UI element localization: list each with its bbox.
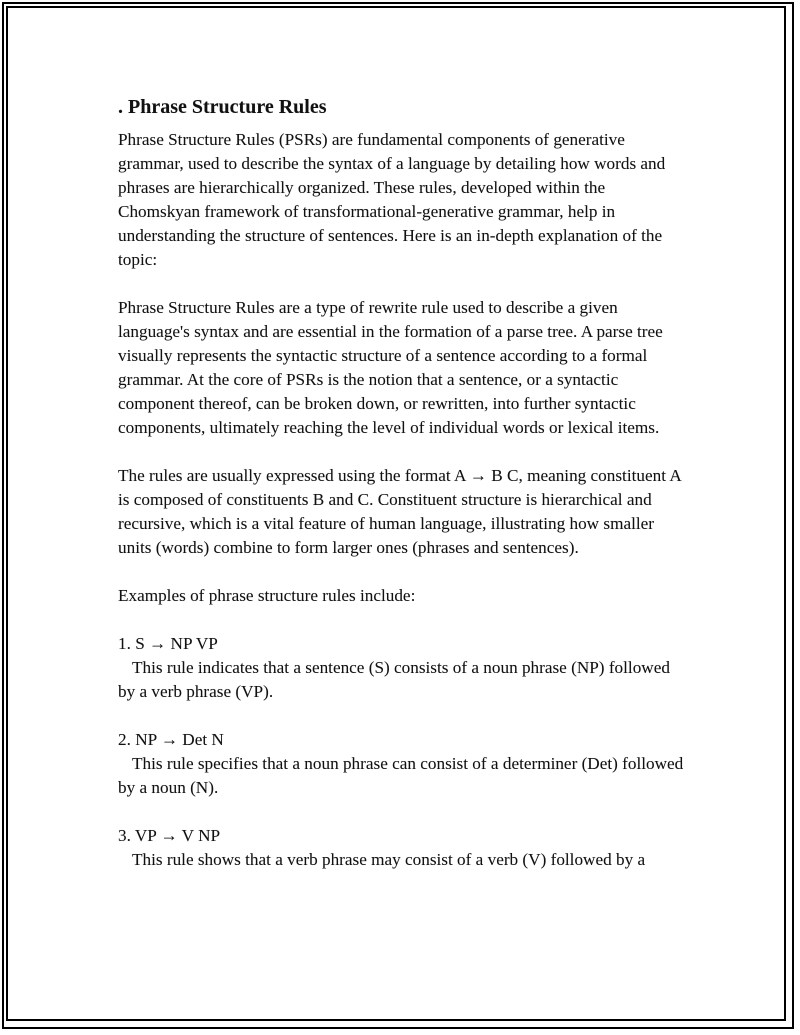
rule-item-2 [118, 728, 688, 800]
rule-description: This rule shows that a verb phrase may consist of a verb (V) followed by a [132, 850, 646, 869]
rule-item-1 [118, 632, 688, 704]
rule-description: This rule specifies that a noun phrase can consist of a determiner (Det) followed by a noun (N). [118, 754, 684, 797]
rule-formula: 1. S → NP VP [118, 634, 218, 653]
rule-item-3 [118, 824, 688, 872]
rule-description: This rule indicates that a sentence (S) consists of a noun phrase (NP) followed by a verb phrase (VP). [118, 658, 670, 701]
paragraph-format: The rules are usually expressed using the format A → B C, meaning constituent A is composed of constituents B and C. Constituent structure is hierarchical and recursive, which is a vital feature of human language, illustrating how smaller units (words) combine to form larger ones (phrases and sentences). [118, 466, 681, 557]
paragraph-intro: Phrase Structure Rules (PSRs) are fundamental components of generative grammar, used to describe the syntax of a language by detailing how words and phrases are hierarchically organized. These rules, developed within the Chomskyan framework of transformational-generative grammar, help in understanding the structure of sentences. Here is an in-depth explanation of the topic: [118, 130, 666, 269]
paragraph-examples-intro: Examples of phrase structure rules include: [118, 586, 416, 605]
rule-formula: 2. NP → Det N [118, 730, 224, 749]
section-heading: . Phrase Structure Rules [118, 96, 327, 118]
document-body [118, 95, 688, 896]
paragraph-rewrite-rules: Phrase Structure Rules are a type of rewrite rule used to describe a given language's syntax and are essential in the formation of a parse tree. A parse tree visually represents the syntactic structure of a sentence according to a formal grammar. At the core of PSRs is the notion that a sentence, or a syntactic component thereof, can be broken down, or rewritten, into further syntactic components, ultimately reaching the level of individual words or lexical items. [118, 298, 663, 437]
rule-formula: 3. VP → V NP [118, 826, 221, 845]
